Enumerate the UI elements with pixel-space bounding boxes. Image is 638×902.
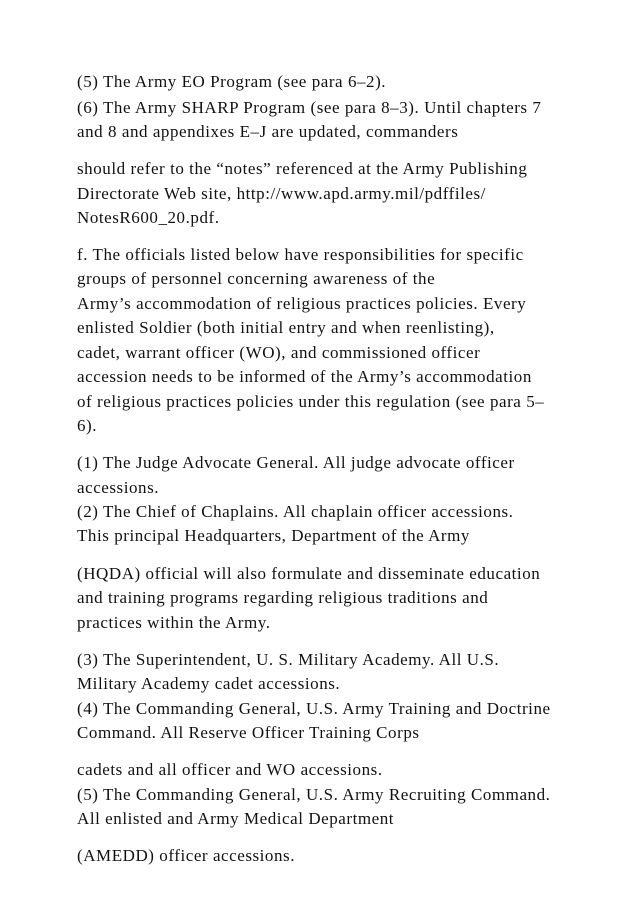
text-line: accession needs to be informed of the Army’s accommodation bbox=[77, 367, 532, 386]
text-line: and training programs regarding religious traditions and bbox=[77, 588, 489, 607]
text-line: (5) The Army EO Program (see para 6–2). bbox=[77, 72, 387, 91]
text-line: (4) The Commanding General, U.S. Army Training and Doctrine bbox=[77, 699, 551, 718]
text-line: and 8 and appendixes E–J are updated, commanders bbox=[77, 122, 459, 141]
text-line: cadets and all officer and WO accessions. bbox=[77, 760, 383, 779]
text-line: Directorate Web site, http://www.apd.army.mil/pdffiles/ bbox=[77, 184, 486, 203]
text-line: accessions. bbox=[77, 478, 160, 497]
text-line: (1) The Judge Advocate General. All judge advocate officer bbox=[77, 453, 515, 472]
text-line: (3) The Superintendent, U. S. Military Academy. All U.S. bbox=[77, 650, 500, 669]
text-line: (2) The Chief of Chaplains. All chaplain officer accessions. bbox=[77, 502, 514, 521]
text-line: Military Academy cadet accessions. bbox=[77, 674, 341, 693]
text-line: groups of personnel concerning awareness of the bbox=[77, 269, 436, 288]
text-line: (AMEDD) officer accessions. bbox=[77, 846, 295, 865]
text-line: Command. All Reserve Officer Training Corps bbox=[77, 723, 420, 742]
text-line: enlisted Soldier (both initial entry and when reenlisting), bbox=[77, 318, 495, 337]
text-line: of religious practices policies under this regulation (see para 5– bbox=[77, 392, 545, 411]
text-line: (5) The Commanding General, U.S. Army Recruiting Command. bbox=[77, 785, 551, 804]
text-line: practices within the Army. bbox=[77, 613, 271, 632]
text-line: Army’s accommodation of religious practices policies. Every bbox=[77, 294, 527, 313]
text-line: should refer to the “notes” referenced at the Army Publishing bbox=[77, 159, 528, 178]
text-line: NotesR600_20.pdf. bbox=[77, 208, 220, 227]
text-line: cadet, warrant officer (WO), and commissioned officer bbox=[77, 343, 481, 362]
text-line: f. The officials listed below have responsibilities for specific bbox=[77, 245, 524, 264]
text-line: (HQDA) official will also formulate and disseminate education bbox=[77, 564, 541, 583]
text-line: (6) The Army SHARP Program (see para 8–3). Until chapters 7 bbox=[77, 98, 542, 117]
text-line: All enlisted and Army Medical Department bbox=[77, 809, 395, 828]
text-line: 6). bbox=[77, 416, 98, 435]
text-line: This principal Headquarters, Department of the Army bbox=[77, 526, 470, 545]
